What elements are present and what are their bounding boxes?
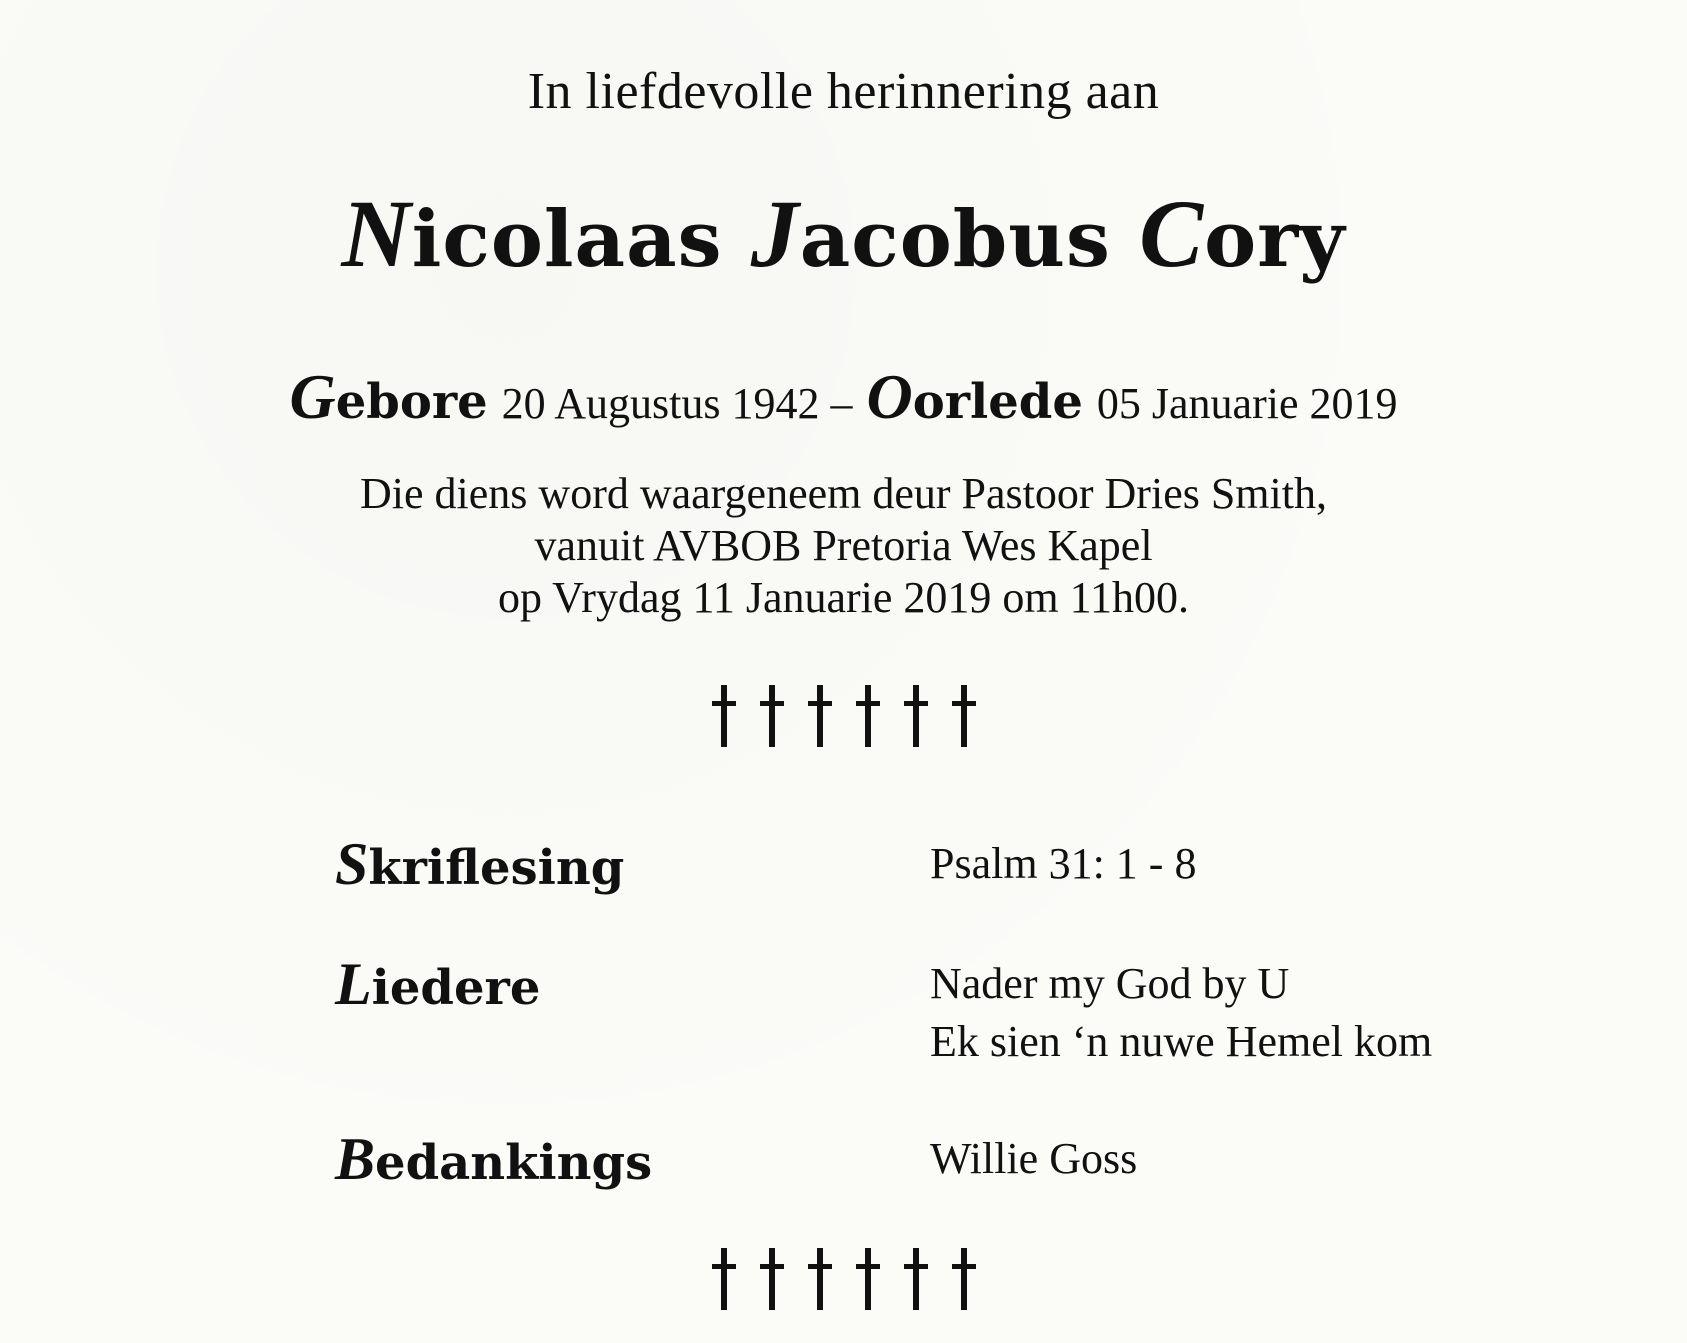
died-label-rest: orlede (912, 374, 1083, 430)
song-item: Nader my God by U (930, 959, 1290, 1008)
scripture-label-initial: S (335, 831, 369, 897)
service-line-3: op Vrydag 11 Januarie 2019 om 11h00. (497, 573, 1190, 622)
songs-label-initial: L (335, 951, 372, 1017)
dagger-cross-icon (803, 685, 837, 747)
dagger-cross-icon (803, 1248, 837, 1310)
name-first-initial: N (341, 180, 412, 287)
name-last-initial: C (1139, 180, 1205, 287)
dagger-cross-icon (707, 685, 741, 747)
born-label-initial: G (289, 361, 336, 432)
died-date: 05 Januarie 2019 (1096, 379, 1398, 428)
died-label-initial: O (866, 361, 913, 432)
thanks-label (335, 1125, 652, 1194)
scripture-label-rest: kriflesing (368, 840, 625, 896)
dagger-cross-icon (707, 1248, 741, 1310)
dagger-cross-icon (755, 685, 789, 747)
deceased-name (0, 178, 1687, 289)
died-label (866, 361, 1083, 432)
songs-label-rest: iedere (371, 960, 541, 1016)
cross-divider-top (0, 685, 1687, 747)
dagger-cross-icon (851, 685, 885, 747)
scripture-label (335, 830, 624, 899)
dagger-cross-icon (755, 1248, 789, 1310)
name-last-rest: ory (1204, 194, 1346, 285)
dagger-cross-icon (899, 1248, 933, 1310)
dagger-cross-icon (947, 1248, 981, 1310)
dagger-cross-icon (899, 685, 933, 747)
life-dates (0, 360, 1687, 434)
cross-divider-bottom (0, 1248, 1687, 1310)
name-middle-initial: J (750, 180, 800, 287)
service-line-2: vanuit AVBOB Pretoria Wes Kapel (534, 521, 1153, 570)
born-date: 20 Augustus 1942 – (501, 379, 853, 428)
name-first-rest: icolaas (411, 194, 723, 285)
song-item: Ek sien ‘n nuwe Hemel kom (930, 1017, 1433, 1066)
intro-heading: In liefdevolle herinnering aan (527, 63, 1160, 120)
thanks-label-initial: B (335, 1126, 376, 1192)
scripture-value: Psalm 31: 1 - 8 (930, 839, 1197, 888)
dagger-cross-icon (851, 1248, 885, 1310)
name-middle-rest: acobus (799, 194, 1111, 285)
born-label (289, 361, 488, 432)
songs-label (335, 950, 540, 1019)
thanks-label-rest: edankings (375, 1135, 653, 1191)
thanks-value: Willie Goss (930, 1134, 1138, 1183)
born-label-rest: ebore (335, 374, 488, 430)
service-line-1: Die diens word waargeneem deur Pastoor Dries Smith, (360, 469, 1327, 518)
dagger-cross-icon (947, 685, 981, 747)
